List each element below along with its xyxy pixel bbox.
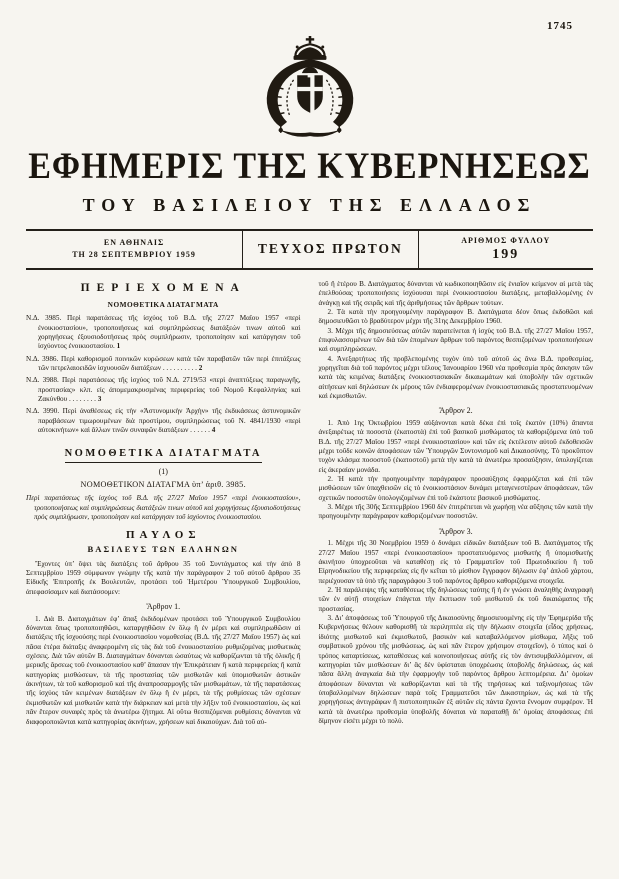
article-3-para-1: 1. Μέχρι τῆς 30 Νοεμβρίου 1959 ὁ δυνάμει εἰδικῶν διατάξεων τοῦ Β. Διατάγματος τῆς 27/27 Μαΐου 1957 «περὶ ἐνοικιοστασίου» προστατευόμενος μισθωτὴς ἢ ὑπομισθωτὴς ἀκινήτου ὑποχρεοῦται νὰ καταθέσῃ εἰς τὸ Γραμματεῖον τοῦ Πρωτοδικείου ἢ τοῦ Εἰρηνοδικείου τῆς περιφερείας εἰς ἣν κεῖται τὸ μίσθιον ἔγγραφον δήλωσιν ἐφ’ ἁπλοῦ χάρτου, περιέχουσαν τὰ ὑπὸ τῆς παραγράφου 3 τοῦ παρόντος ἄρθρου καθοριζόμενα στοιχεῖα. (318, 539, 593, 585)
gazette-subtitle: ΤΟΥ ΒΑΣΙΛΕΙΟΥ ΤΗΣ ΕΛΛΑΔΟΣ (82, 195, 537, 215)
issue-sheet (419, 231, 593, 268)
publication-date: ΤΗ 28 ΣΕΠΤΕΜΒΡΙΟΥ 1959 (72, 250, 196, 260)
issue-info-bar (26, 229, 593, 270)
gazette-title: ΕΦΗΜΕΡΙΣ ΤΗΣ ΚΥΒΕΡΝΗΣΕΩΣ (28, 146, 591, 187)
item-number: (1) (158, 467, 168, 477)
toc-entry-text: Ν.Δ. 3988. Περὶ παρατάσεως τῆς ἰσχύος τοῦ Ν.Δ. 2719/53 «περὶ ἀναπτύξεως παραγωγῆς, προστασίας» κλπ. εἰς ἀπομεμακρυσμένας περιφερείας τοῦ Νομοῦ Κεφαλληνίας καὶ Ζακύνθου (26, 376, 301, 404)
article-1-para-4: 4. Ἀνεξαρτήτως τῆς προβλεπομένης τυχὸν ὑπὸ τοῦ αὐτοῦ ὡς ἄνω Β.Δ. προθεσμίας, χορηγεῖται διὰ τοῦ παρόντος μέχρι τέλους Ἰανουαρίου 1960 νέα προθεσμία πρὸς ἄσκησιν τῶν κατὰ τὰς κειμένας διατάξεις ἐνοικιοστασιακῶν δικαιωμάτων καὶ ὑποβολὴν τῶν σχετικῶν αἰτήσεων καὶ δηλώσεων ἐκ μέρους τῶν ἐνδιαφερομένων ἐνοικιοστασιακῶς προστατευομένων καὶ ἐκμισθωτῶν. (318, 354, 593, 401)
publication-place: ΕΝ ΑΘΗΝΑΙΣ (103, 238, 165, 248)
issue-place-date (26, 231, 242, 268)
right-column (319, 280, 594, 727)
article-1-heading: Ἄρθρον 1. (146, 602, 181, 612)
article-3-para-2: 2. Ἡ παράλειψις τῆς καταθέσεως τῆς δηλώσεως ταύτης ἢ ἡ ἐν γνώσει ἀναληθὴς ἀναγραφὴ τῶν ἐν αὐτῇ στοιχείων ἐπάγεται τὴν ἔκπτωσιν τοῦ μισθωτοῦ ἐκ τοῦ δικαιώματος τῆς προστασίας. (318, 586, 593, 613)
toc-leader: . . . . . . . . (67, 395, 98, 404)
toc-entry-text: Ν.Δ. 3990. Περὶ ἀναθέσεως εἰς τὴν «Ἀστυνομικὴν Ἀρχὴν» τῆς ἐκδικάσεως ἀστυνομικῶν παραβάσεων τιμωρουμένων διὰ προστίμου, συμπληρώσεως τοῦ Ν. 4841/1930 «περὶ αὐτοκινήτων» καὶ ἄλλων τινῶν συναφῶν διατάξεων (26, 407, 301, 435)
article-1-text: 1. Διὰ Β. Διαταγμάτων ἐφ’ ἅπαξ ἐκδιδομένων προτάσει τοῦ Ὑπουργικοῦ Συμβουλίου δύνανται ὅπως τροποποιηθῶσι, καταργηθῶσιν ἐν ὅλῳ ἢ ἐν μέρει καὶ συμπληρωθῶσιν αἱ διατάξεις τῆς ἰσχυούσης περὶ ἐνοικιοστασίου νομοθεσίας (Β.Δ. τῆς 27/27 Μαΐου 1957) ὡς καὶ πᾶσα ἑτέρα διάταξις ἀναφερομένη εἰς τὰς διὰ τοῦ ἐνοικιοστασίου ρυθμιζομένας μισθωτικὰς σχέσεις. Διὰ τῶν αὐτῶν Β. Διαταγμάτων δύνανται ὡσαύτως νὰ καθορίζωνται τὰ τῆς ὁλικῆς ἢ μερικῆς ἄρσεως τοῦ ἐνοικιοστασίου καθ’ ἅπασαν τὴν Ἐπικράτειαν ἢ κατὰ περιφερείας ἢ κατὰ κατηγορίας μισθώσεων, τὰ τῆς προστασίας τῶν μισθωτῶν καὶ ὑπομισθωτῶν ἀστικῶν ἀκινήτων, τὰ τοῦ καθορισμοῦ καὶ τῆς ἀναπροσαρμογῆς τῶν μισθωμάτων, τὰ τῆς παρατάσεως τῆς ἰσχύος τῶν κειμένων διατάξεων ἐν ὅλῳ ἢ ἐν μέρει, τὰ τῆς ρυθμίσεως τῶν σχέσεων ἐκμισθωτῶν καὶ μισθωτῶν κατὰ τὴν διάρκειαν καὶ μετὰ τὴν λῆξιν τοῦ ἐνοικιοστασίου, ὡς καὶ πᾶν ἕτερον συναφὲς πρὸς τὰ ἀνωτέρω ζήτημα. Αἱ οὕτω θεσπιζόμεναι ρυθμίσεις δύνανται νὰ διαφοροποιῶνται κατὰ κατηγορίας ἀκινήτων, χρήσεων καὶ δικαιούχων. Διὰ τοῦ αὐ- (26, 614, 301, 726)
sheet-number-value: 199 (492, 247, 520, 262)
toc-leader: . . . . . . . . . . (161, 364, 199, 373)
article-2-heading: Ἄρθρον 2. (438, 406, 473, 416)
toc-entry-text: Ν.Δ. 3986. Περὶ καθορισμοῦ ποινικῶν κυρώσεων κατὰ τῶν παραβατῶν τῶν περὶ ἐπιτάξεως τῶν πετρελαιοειδῶν ἰσχυουσῶν διατάξεων (26, 354, 301, 373)
section-heading-wrap (26, 447, 301, 464)
issue-volume-label: ΤΕΥΧΟΣ ΠΡΩΤΟΝ (242, 231, 418, 268)
toc-page-ref: 3 (97, 395, 102, 404)
toc-page-ref: 2 (198, 364, 203, 373)
king-name: ΠΑΥΛΟΣ (125, 529, 201, 542)
sheet-number-label: ΑΡΙΘΜΟΣ ΦΥΛΛΟΥ (461, 236, 551, 245)
toc-entry (26, 376, 301, 404)
article-2-para-3: 3. Μέχρι τῆς 30ῆς Σεπτεμβρίου 1960 δὲν ἐπιτρέπεται νὰ χωρήσῃ νέα αὔξησις τῶν κατὰ τὴν προηγουμένην παράγραφον καθοριζομένων ποσοστῶν. (318, 503, 593, 521)
left-column (26, 280, 301, 727)
toc-entry (26, 314, 301, 351)
article-3-para-3: 3. Δι’ ἀποφάσεως τοῦ Ὑπουργοῦ τῆς Δικαιοσύνης δημοσιευομένης εἰς τὴν Ἐφημερίδα τῆς Κυβερνήσεως θέλουν καθορισθῆ τὰ περιληπτέα εἰς τὴν δήλωσιν στοιχεῖα (εἶδος χρήσεως, ἰδιότης μισθωτοῦ καὶ ἐκμισθωτοῦ, βασικὸν καὶ καταβαλλόμενον μίσθωμα, λῆξις τοῦ συμβατικοῦ χρόνου τῆς μισθώσεως, ὡς καὶ πᾶν ἕτερον χρήσιμον στοιχεῖον), ὁ τύπος καὶ ὁ τρόπος καταρτίσεως, καταθέσεως καὶ κοινοποιήσεως αὐτῆς εἰς τὸν ἀντισυμβαλλόμενον, αἱ κατηγορίαι τῶν μισθώσεων δι’ ἃς δὲν ὑφίσταται ὑποχρέωσις ὑποβολῆς δηλώσεως, ὡς καὶ πᾶσα ἄλλη ἀναγκαία διὰ τὴν ἐφαρμογὴν τοῦ παρόντος ἄρθρου λεπτομέρεια. Δι’ ὁμοίων ἀποφάσεων δύνανται νὰ καθορίζωνται καὶ τὰ τῆς τηρήσεως καὶ ταξινομήσεως τῶν ὑποβαλλομένων δηλώσεων παρὰ τοῖς Γραμματεῦσι τῶν Δικαστηρίων, ὡς καὶ τὰ τῆς χορηγήσεως ἀντιγράφων ἢ πιστοποιητικῶν ἐξ αὐτῶν εἰς πάντα ἔχοντα ἔννομον συμφέρον. Ἡ κατὰ τὰ ἀνωτέρω προθεσμία ὑποβολῆς δύναται νὰ παραταθῇ δι’ ὁμοίας ἀποφάσεως ἐπὶ δίμηνον εἰσέτι μέχρι τὸ πολύ. (318, 614, 593, 726)
article-2-para-1: 1. Ἀπὸ 1ης Ὀκτωβρίου 1959 αὐξάνονται κατὰ δέκα ἐπὶ τοῖς ἑκατὸν (10%) ἅπαντα ἀνεξαιρέτως τὰ ποσοστὰ (ἑκατοστὰ) ἐπὶ τοῦ βασικοῦ μισθώματος τὰ καθοριζόμενα ὑπὸ τοῦ Β.Δ. τῆς 27/27 Μαΐου 1957 «περὶ ἐνοικιοστασίου» καὶ τῶν εἰς ἐκτέλεσιν αὐτοῦ ἐκδοθεισῶν μέχρι τοῦδε κοινῶν ἀποφάσεων τῶν Ὑπουργῶν Συντονισμοῦ καὶ Δικαιοσύνης. Τὸ προκῦπτον τυχὸν κλάσμα ποσοστοῦ (ἑκατοστοῦ) μετὰ τὴν κατὰ τὰ ἀνωτέρω προσαύξησιν, ὑπολογίζεται εἰς ἀκεραίαν μονάδα. (318, 418, 593, 474)
article-3-heading: Ἄρθρον 3. (438, 526, 473, 536)
contents-section-label: ΝΟΜΟΘΕΤΙΚΑ ΔΙΑΤΑΓΜΑΤΑ (107, 299, 219, 309)
toc-entry-text: Ν.Δ. 3985. Περὶ παρατάσεως τῆς ἰσχύος τοῦ Β.Δ. τῆς 27/27 Μαΐου 1957 «περὶ ἐνοικιοστασίου», τροποποιήσεως καὶ συμπληρώσεως διατάξεών τινων αὐτοῦ καὶ χορηγήσεως ἐξουσιοδοτήσεως πρὸς συμπλήρωσιν, τροποποίησιν καὶ κατάργησιν τοῦ ἰσχύοντος ἐνοικιοστασίου. (26, 314, 301, 351)
toc-entry (26, 355, 301, 374)
decree-preamble: Ἔχοντες ὑπ’ ὄψει τὰς διατάξεις τοῦ ἄρθρου 35 τοῦ Συντάγματος καὶ τὴν ἀπὸ 8 Σεπτεμβρίου 1959 σύμφωνον γνώμην τῆς κατὰ τὴν παράγραφον 2 τοῦ αὐτοῦ ἄρθρου 35 Εἰδικῆς Ἐπιτροπῆς ἐκ Βουλευτῶν, προτάσει τοῦ Ἡμετέρου Ὑπουργικοῦ Συμβουλίου, ἀπεφασίσαμεν καὶ διατάσσομεν: (26, 559, 301, 596)
section-title: ΝΟΜΟΘΕΤΙΚΑ ΔΙΑΤΑΓΜΑΤΑ (65, 447, 262, 464)
decree-subject: Περὶ παρατάσεως τῆς ἰσχύος τοῦ Β.Δ. τῆς 27/27 Μαΐου 1957 «περὶ ἐνοικιοστασίου», τροποποιήσεως καὶ συμπληρώσεως διατάξεών τινων αὐτοῦ καὶ χορηγήσεως ἐξουσιοδοτήσεως πρὸς συμπλήρωσιν, τροποποίησιν καὶ κατάργησιν τοῦ ἰσχύοντος ἐνοικιοστασίου. (26, 494, 301, 521)
king-title: ΒΑΣΙΛΕΥΣ ΤΩΝ ΕΛΛΗΝΩΝ (87, 543, 239, 554)
toc-leader: . . . . . . (188, 426, 212, 435)
page-body (26, 280, 593, 727)
decree-title: ΝΟΜΟΘΕΤΙΚΟΝ ΔΙΑΤΑΓΜΑ ὑπ’ ἀριθ. 3985. (80, 479, 246, 489)
contents-title: ΠΕΡΙΕΧΟΜΕΝΑ (80, 281, 246, 294)
coat-of-arms-icon (26, 36, 593, 144)
article-1-para-3: 3. Μέχρι τῆς δημοσιεύσεως αὐτῶν παρατείνεται ἡ ἰσχὺς τοῦ Β.Δ. τῆς 27/27 Μαΐου 1957, ἐπιφυλασσομένων τῶν διὰ τῶν ἑπομένων ἄρθρων τοῦ παρόντος θεσπιζομένων τροποποιήσεων καὶ συμπληρώσεων. (318, 326, 593, 354)
article-1-continuation: τοῦ ἢ ἑτέρου Β. Διατάγματος δύνανται νὰ κωδικοποιηθῶσιν εἰς ἑνιαῖον κείμενον αἱ μετὰ τὰς ἐπελθούσας τροποποιήσεις ἰσχύουσαι περὶ ἐνοικιοστασίου διατάξεις, μεταβαλλομένης ἐν ἀνάγκῃ καὶ τῆς σειρᾶς καὶ τῆς ἀριθμήσεως τῶν ἄρθρων τούτων. (318, 279, 593, 307)
page-number: 1745 (547, 20, 573, 32)
article-1-para-2: 2. Τὰ κατὰ τὴν προηγουμένην παράγραφον Β. Διατάγματα δέον ὅπως ἐκδοθῶσι καὶ δημοσιευθῶσι τὸ βραδύτερον μέχρι τῆς 31ης Δεκεμβρίου 1960. (318, 307, 593, 326)
toc-page-ref: 4 (211, 426, 216, 435)
article-2-para-2: 2. Ἡ κατὰ τὴν προηγουμένην παράγραφον προσαύξησις ἐφαρμόζεται καὶ ἐπὶ τῶν μισθώσεων τῶν ὑπαχθεισῶν εἰς τὸ ἐνοικιοστάσιον δυνάμει μεταγενεστέρων ἀποφάσεων, τῶν σχετικῶν ποσοστῶν ὑπολογιζομένων ἐπὶ τοῦ ἑκάστοτε βασικοῦ μισθώματος. (318, 475, 593, 502)
toc-page-ref: 1 (116, 342, 121, 351)
toc-entry (26, 407, 301, 435)
